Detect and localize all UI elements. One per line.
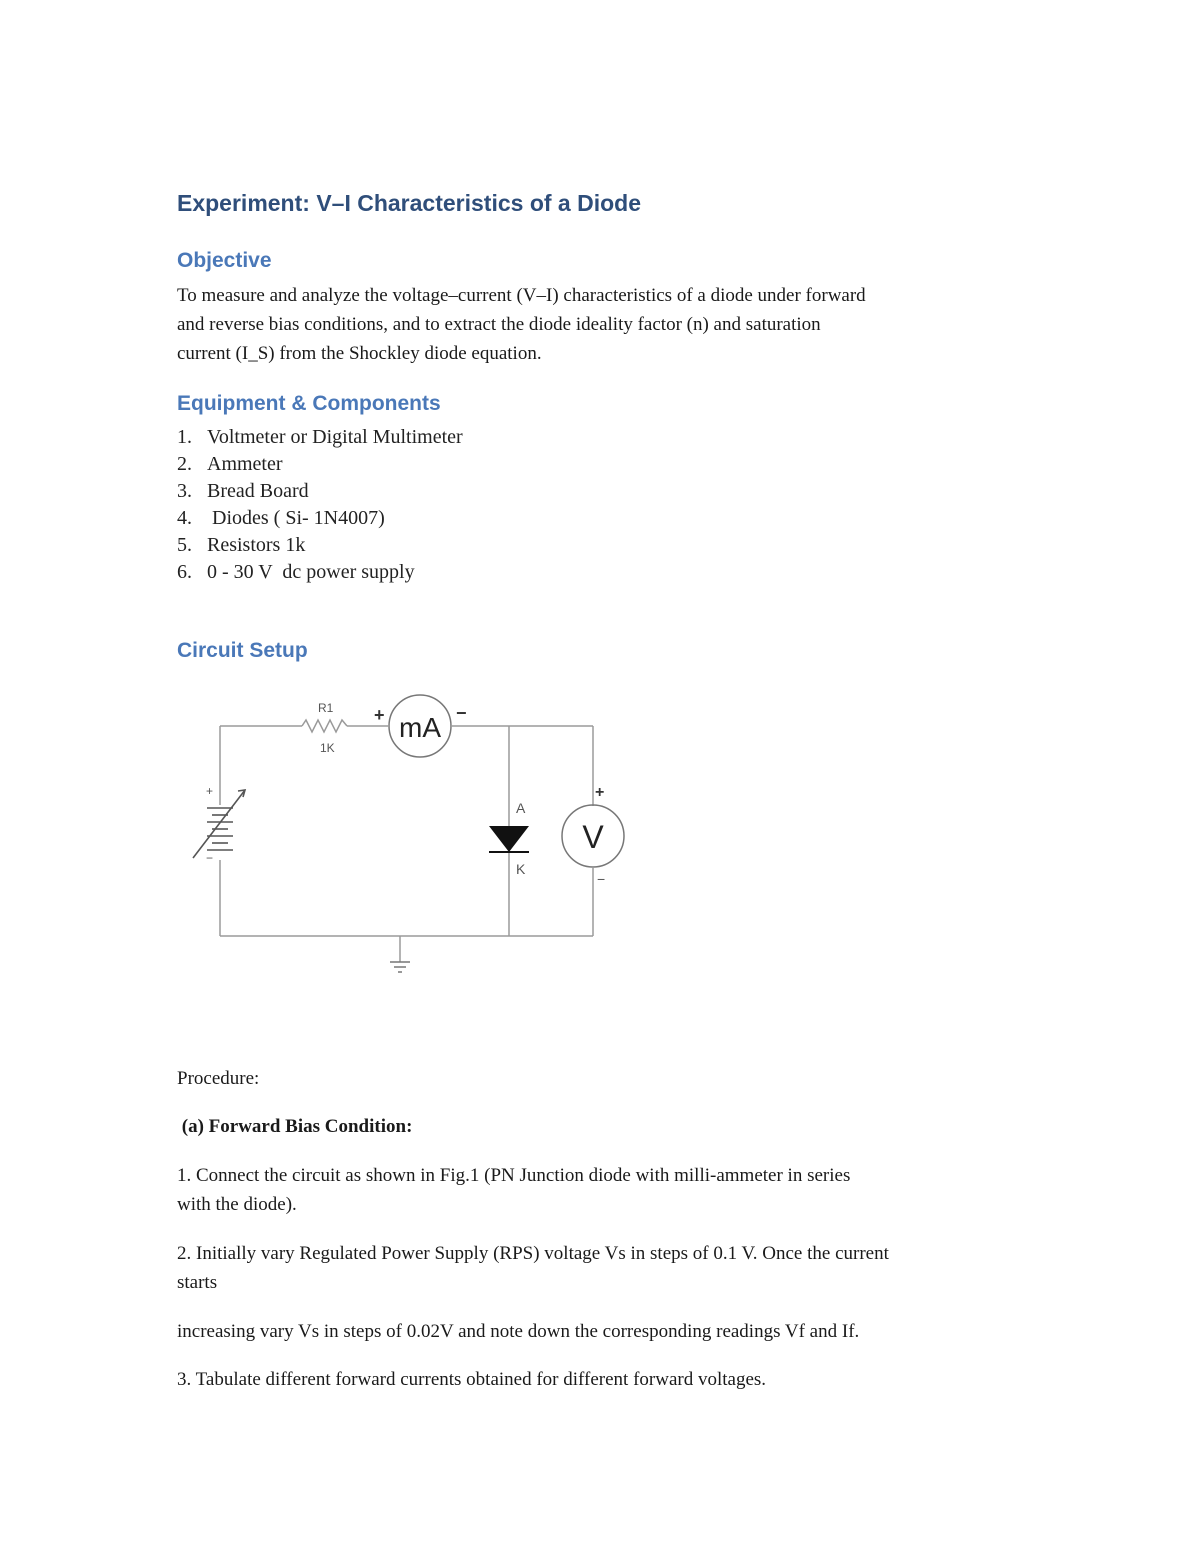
- procedure-step-1: [177, 1161, 1037, 1219]
- cathode-label: K: [516, 861, 526, 877]
- item-text: Resistors 1k: [207, 534, 306, 556]
- ammeter-label: mA: [399, 712, 441, 743]
- equipment-heading: Equipment & Components: [177, 392, 441, 415]
- resistor-symbol: [302, 720, 347, 732]
- item-number: 2.: [177, 453, 192, 475]
- circuit-heading: Circuit Setup: [177, 639, 308, 662]
- step-line: with the diode).: [177, 1194, 297, 1215]
- procedure-step-2-continued: increasing vary Vs in steps of 0.02V and note down the corresponding readings Vf and If.: [177, 1321, 860, 1342]
- item-text: 0 - 30 V dc power supply: [207, 561, 415, 583]
- page-title: Experiment: V–I Characteristics of a Diode: [177, 190, 641, 216]
- item-number: 1.: [177, 426, 192, 448]
- item-number: 6.: [177, 561, 192, 583]
- item-text: Bread Board: [207, 480, 309, 502]
- objective-heading: Objective: [177, 249, 272, 272]
- anode-label: A: [516, 800, 526, 816]
- procedure-label: Procedure:: [177, 1068, 260, 1089]
- step-line: starts: [177, 1272, 218, 1293]
- item-number: 3.: [177, 480, 192, 502]
- battery-symbol: [193, 790, 245, 858]
- ammeter-plus: +: [374, 705, 385, 725]
- objective-line: current (I_S) from the Shockley diode equation.: [177, 343, 542, 364]
- item-text: Voltmeter or Digital Multimeter: [207, 426, 463, 448]
- voltmeter-plus: +: [595, 784, 605, 801]
- ground-symbol: [390, 962, 410, 972]
- ammeter-minus: −: [456, 703, 467, 723]
- procedure-step-2: [177, 1239, 1037, 1297]
- step-line: 1. Connect the circuit as shown in Fig.1 (PN Junction diode with milli-ammeter in series: [177, 1165, 851, 1186]
- objective-line: To measure and analyze the voltage–current (V–I) characteristics of a diode under forward: [177, 285, 866, 306]
- voltmeter-label: V: [582, 819, 604, 855]
- diode-symbol: [489, 826, 529, 852]
- forward-bias-heading: (a) Forward Bias Condition:: [177, 1116, 413, 1137]
- step-line: 2. Initially vary Regulated Power Supply (RPS) voltage Vs in steps of 0.1 V. Once the current: [177, 1243, 889, 1264]
- objective-line: and reverse bias conditions, and to extract the diode ideality factor (n) and saturation: [177, 314, 821, 335]
- battery-plus: +: [206, 784, 214, 798]
- procedure-step-3: 3. Tabulate different forward currents obtained for different forward voltages.: [177, 1369, 767, 1390]
- item-text: Ammeter: [207, 453, 283, 475]
- item-text: Diodes ( Si- 1N4007): [207, 507, 385, 529]
- item-number: 4.: [177, 507, 192, 529]
- r1-value: 1K: [320, 741, 335, 755]
- item-number: 5.: [177, 534, 192, 556]
- voltmeter-minus: −: [597, 871, 606, 887]
- battery-minus: −: [206, 851, 214, 865]
- r1-label: R1: [318, 701, 334, 715]
